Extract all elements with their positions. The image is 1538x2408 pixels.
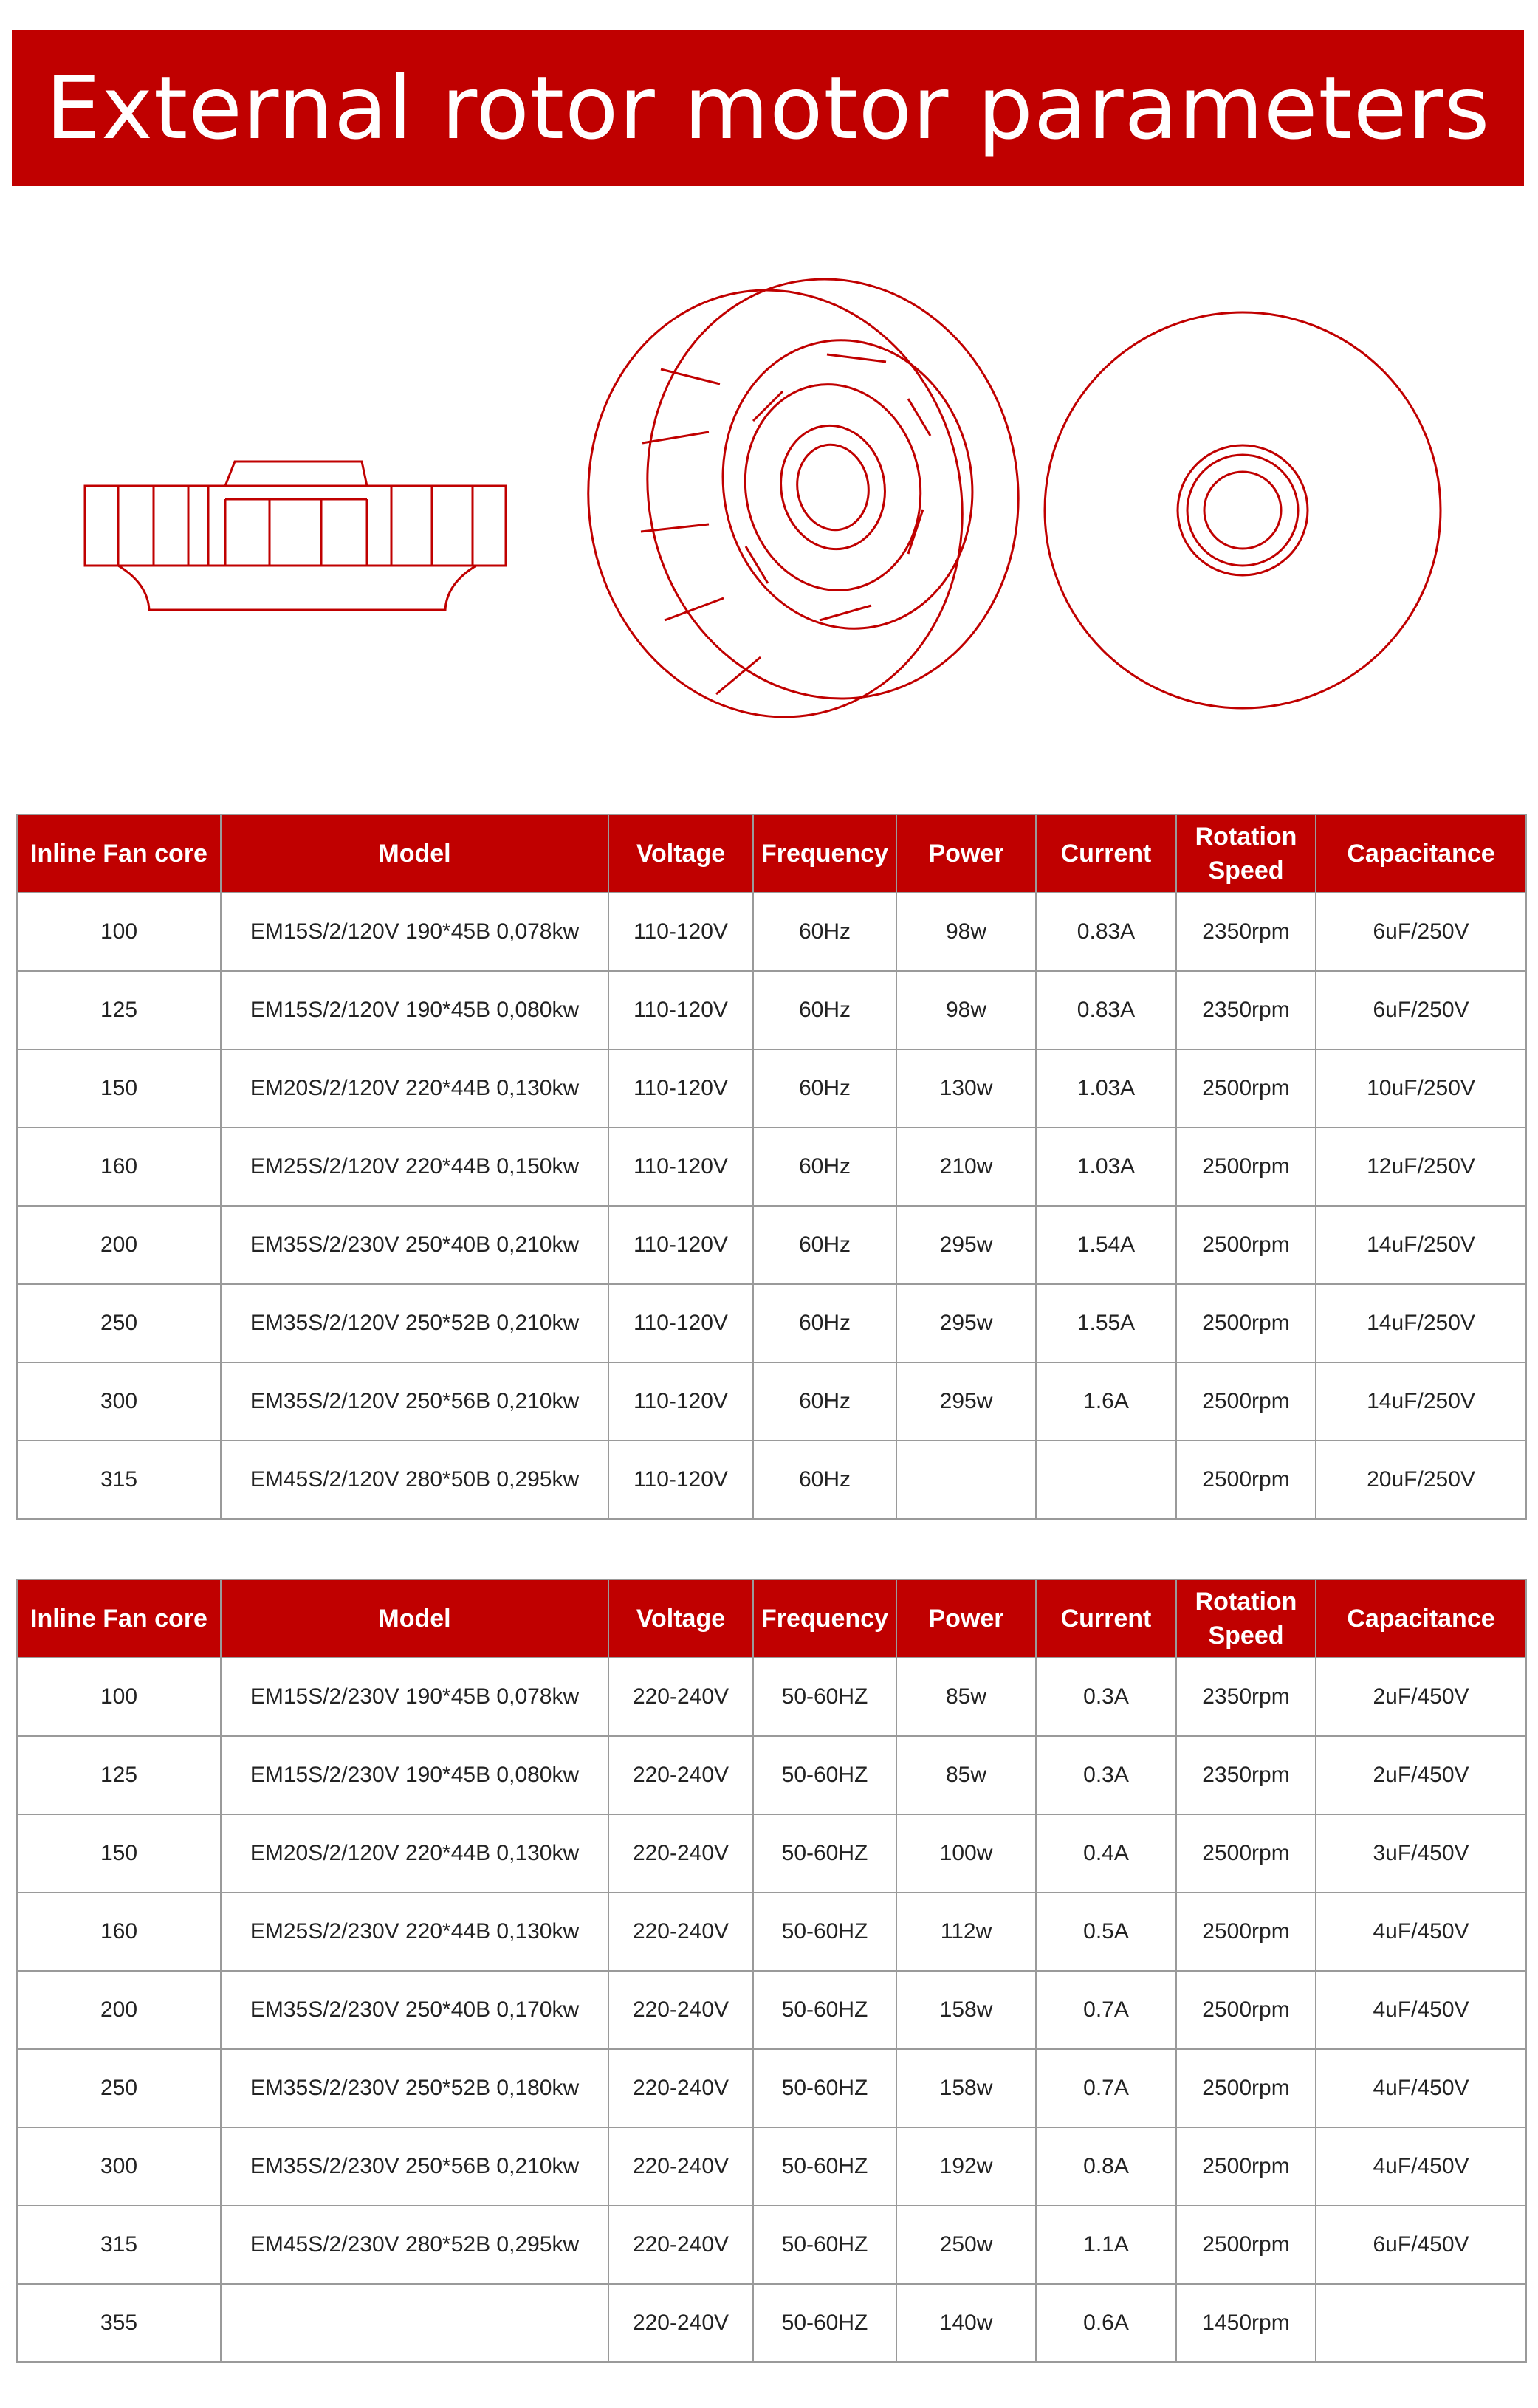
cell-capacitance: 4uF/450V	[1316, 1893, 1526, 1971]
cell-voltage: 220-240V	[608, 1971, 753, 2049]
cell-fan-core: 160	[17, 1128, 221, 1206]
cell-model: EM15S/2/120V 190*45B 0,078kw	[221, 893, 608, 971]
col-header-rotation-speed: Rotation Speed	[1176, 1579, 1316, 1658]
cell-capacitance: 4uF/450V	[1316, 2127, 1526, 2206]
cell-capacitance: 6uF/250V	[1316, 893, 1526, 971]
cell-capacitance: 20uF/250V	[1316, 1441, 1526, 1519]
cell-frequency: 50-60HZ	[753, 1658, 896, 1736]
cell-power: 98w	[896, 893, 1036, 971]
cell-model: EM15S/2/230V 190*45B 0,078kw	[221, 1658, 608, 1736]
cell-current	[1036, 1441, 1176, 1519]
cell-current: 0.3A	[1036, 1658, 1176, 1736]
cell-capacitance: 2uF/450V	[1316, 1658, 1526, 1736]
cell-frequency: 50-60HZ	[753, 2284, 896, 2362]
cell-frequency: 60Hz	[753, 1206, 896, 1284]
cell-voltage: 110-120V	[608, 1362, 753, 1441]
col-header-frequency: Frequency	[753, 1579, 896, 1658]
cell-frequency: 60Hz	[753, 1128, 896, 1206]
cell-capacitance: 2uF/450V	[1316, 1736, 1526, 1814]
table-row	[17, 1128, 1526, 1206]
cell-current: 0.8A	[1036, 2127, 1176, 2206]
cell-fan-core: 150	[17, 1049, 221, 1128]
cell-frequency: 60Hz	[753, 1284, 896, 1362]
cell-fan-core: 125	[17, 1736, 221, 1814]
cell-power: 295w	[896, 1362, 1036, 1441]
cell-current: 1.1A	[1036, 2206, 1176, 2284]
impeller-drawings	[0, 222, 1538, 753]
cell-frequency: 50-60HZ	[753, 1814, 896, 1893]
cell-power: 158w	[896, 1971, 1036, 2049]
table-row	[17, 1814, 1526, 1893]
cell-voltage: 220-240V	[608, 1736, 753, 1814]
cell-voltage: 110-120V	[608, 971, 753, 1049]
title-banner	[12, 30, 1524, 186]
cell-rotation-speed: 2500rpm	[1176, 1206, 1316, 1284]
cell-fan-core: 250	[17, 2049, 221, 2127]
col-header-capacitance: Capacitance	[1316, 1579, 1526, 1658]
cell-capacitance: 4uF/450V	[1316, 1971, 1526, 2049]
cell-model: EM35S/2/120V 250*52B 0,210kw	[221, 1284, 608, 1362]
cell-current: 0.3A	[1036, 1736, 1176, 1814]
table-row	[17, 2206, 1526, 2284]
cell-rotation-speed: 2500rpm	[1176, 1971, 1316, 2049]
cell-fan-core: 300	[17, 2127, 221, 2206]
cell-model: EM25S/2/230V 220*44B 0,130kw	[221, 1893, 608, 1971]
cell-fan-core: 100	[17, 893, 221, 971]
impeller-perspective-view	[555, 250, 1051, 747]
col-header-current: Current	[1036, 1579, 1176, 1658]
col-header-power: Power	[896, 814, 1036, 893]
cell-voltage: 110-120V	[608, 1049, 753, 1128]
impeller-front-view	[1045, 312, 1441, 708]
cell-fan-core: 100	[17, 1658, 221, 1736]
cell-rotation-speed: 2350rpm	[1176, 1658, 1316, 1736]
cell-fan-core: 250	[17, 1284, 221, 1362]
cell-rotation-speed: 2500rpm	[1176, 1893, 1316, 1971]
cell-power: 250w	[896, 2206, 1036, 2284]
cell-frequency: 60Hz	[753, 1362, 896, 1441]
table-row	[17, 893, 1526, 971]
cell-voltage: 220-240V	[608, 2206, 753, 2284]
cell-model: EM35S/2/230V 250*40B 0,170kw	[221, 1971, 608, 2049]
cell-power	[896, 1441, 1036, 1519]
cell-model	[221, 2284, 608, 2362]
cell-frequency: 50-60HZ	[753, 1736, 896, 1814]
cell-rotation-speed: 2500rpm	[1176, 2206, 1316, 2284]
cell-fan-core: 150	[17, 1814, 221, 1893]
cell-capacitance: 14uF/250V	[1316, 1284, 1526, 1362]
cell-fan-core: 200	[17, 1971, 221, 2049]
cell-current: 1.55A	[1036, 1284, 1176, 1362]
col-header-inline-fan-core: Inline Fan core	[17, 1579, 221, 1658]
cell-frequency: 50-60HZ	[753, 2206, 896, 2284]
cell-frequency: 50-60HZ	[753, 1971, 896, 2049]
cell-voltage: 220-240V	[608, 2284, 753, 2362]
cell-model: EM35S/2/230V 250*56B 0,210kw	[221, 2127, 608, 2206]
cell-voltage: 220-240V	[608, 2127, 753, 2206]
table-row	[17, 1893, 1526, 1971]
cell-rotation-speed: 2500rpm	[1176, 1814, 1316, 1893]
cell-current: 0.4A	[1036, 1814, 1176, 1893]
cell-rotation-speed: 2350rpm	[1176, 893, 1316, 971]
table-header-row	[17, 1579, 1526, 1658]
cell-current: 0.6A	[1036, 2284, 1176, 2362]
table-row	[17, 971, 1526, 1049]
cell-fan-core: 315	[17, 1441, 221, 1519]
col-header-voltage: Voltage	[608, 814, 753, 893]
cell-fan-core: 125	[17, 971, 221, 1049]
cell-rotation-speed: 2500rpm	[1176, 2049, 1316, 2127]
cell-rotation-speed: 2350rpm	[1176, 971, 1316, 1049]
col-header-power: Power	[896, 1579, 1036, 1658]
cell-voltage: 220-240V	[608, 1658, 753, 1736]
cell-current: 0.7A	[1036, 1971, 1176, 2049]
cell-power: 85w	[896, 1736, 1036, 1814]
cell-model: EM45S/2/120V 280*50B 0,295kw	[221, 1441, 608, 1519]
col-header-current: Current	[1036, 814, 1176, 893]
cell-capacitance: 12uF/250V	[1316, 1128, 1526, 1206]
cell-current: 1.03A	[1036, 1128, 1176, 1206]
table-row	[17, 1284, 1526, 1362]
cell-current: 1.6A	[1036, 1362, 1176, 1441]
cell-frequency: 60Hz	[753, 971, 896, 1049]
cell-capacitance: 10uF/250V	[1316, 1049, 1526, 1128]
cell-current: 1.54A	[1036, 1206, 1176, 1284]
cell-voltage: 220-240V	[608, 2049, 753, 2127]
cell-fan-core: 200	[17, 1206, 221, 1284]
cell-voltage: 110-120V	[608, 1441, 753, 1519]
col-header-model: Model	[221, 1579, 608, 1658]
cell-frequency: 50-60HZ	[753, 1893, 896, 1971]
cell-voltage: 220-240V	[608, 1814, 753, 1893]
col-header-voltage: Voltage	[608, 1579, 753, 1658]
cell-current: 0.83A	[1036, 893, 1176, 971]
cell-frequency: 60Hz	[753, 893, 896, 971]
cell-frequency: 50-60HZ	[753, 2127, 896, 2206]
cell-model: EM35S/2/230V 250*52B 0,180kw	[221, 2049, 608, 2127]
table-row	[17, 1736, 1526, 1814]
table-row	[17, 1206, 1526, 1284]
col-header-frequency: Frequency	[753, 814, 896, 893]
table-row	[17, 1049, 1526, 1128]
table-header-row	[17, 814, 1526, 893]
table-row	[17, 1362, 1526, 1441]
cell-model: EM15S/2/230V 190*45B 0,080kw	[221, 1736, 608, 1814]
table-row	[17, 1441, 1526, 1519]
cell-power: 192w	[896, 2127, 1036, 2206]
col-header-model: Model	[221, 814, 608, 893]
page-title: External rotor motor parameters	[45, 57, 1491, 159]
col-header-rotation-speed: Rotation Speed	[1176, 814, 1316, 893]
cell-power: 98w	[896, 971, 1036, 1049]
cell-model: EM25S/2/120V 220*44B 0,150kw	[221, 1128, 608, 1206]
col-header-capacitance: Capacitance	[1316, 814, 1526, 893]
cell-frequency: 60Hz	[753, 1441, 896, 1519]
cell-capacitance: 14uF/250V	[1316, 1362, 1526, 1441]
cell-fan-core: 355	[17, 2284, 221, 2362]
cell-power: 85w	[896, 1658, 1036, 1736]
table-row	[17, 1658, 1526, 1736]
cell-model: EM35S/2/230V 250*40B 0,210kw	[221, 1206, 608, 1284]
cell-voltage: 220-240V	[608, 1893, 753, 1971]
cell-power: 100w	[896, 1814, 1036, 1893]
cell-capacitance: 6uF/450V	[1316, 2206, 1526, 2284]
cell-power: 158w	[896, 2049, 1036, 2127]
cell-fan-core: 315	[17, 2206, 221, 2284]
spec-table-220v	[16, 1579, 1527, 2363]
cell-model: EM20S/2/120V 220*44B 0,130kw	[221, 1814, 608, 1893]
cell-capacitance: 6uF/250V	[1316, 971, 1526, 1049]
table-row	[17, 2284, 1526, 2362]
cell-model: EM35S/2/120V 250*56B 0,210kw	[221, 1362, 608, 1441]
cell-rotation-speed: 2350rpm	[1176, 1736, 1316, 1814]
cell-capacitance: 3uF/450V	[1316, 1814, 1526, 1893]
cell-voltage: 110-120V	[608, 1128, 753, 1206]
cell-model: EM45S/2/230V 280*52B 0,295kw	[221, 2206, 608, 2284]
cell-fan-core: 160	[17, 1893, 221, 1971]
cell-rotation-speed: 2500rpm	[1176, 2127, 1316, 2206]
cell-current: 0.5A	[1036, 1893, 1176, 1971]
cell-frequency: 60Hz	[753, 1049, 896, 1128]
cell-model: EM20S/2/120V 220*44B 0,130kw	[221, 1049, 608, 1128]
impeller-side-view	[85, 462, 506, 610]
cell-power: 140w	[896, 2284, 1036, 2362]
cell-power: 130w	[896, 1049, 1036, 1128]
cell-rotation-speed: 2500rpm	[1176, 1128, 1316, 1206]
table-row	[17, 2049, 1526, 2127]
table-row	[17, 1971, 1526, 2049]
cell-voltage: 110-120V	[608, 1206, 753, 1284]
cell-power: 295w	[896, 1284, 1036, 1362]
cell-power: 112w	[896, 1893, 1036, 1971]
cell-capacitance: 14uF/250V	[1316, 1206, 1526, 1284]
cell-current: 0.7A	[1036, 2049, 1176, 2127]
col-header-inline-fan-core: Inline Fan core	[17, 814, 221, 893]
cell-current: 1.03A	[1036, 1049, 1176, 1128]
cell-model: EM15S/2/120V 190*45B 0,080kw	[221, 971, 608, 1049]
cell-power: 295w	[896, 1206, 1036, 1284]
cell-fan-core: 300	[17, 1362, 221, 1441]
cell-voltage: 110-120V	[608, 893, 753, 971]
cell-rotation-speed: 2500rpm	[1176, 1284, 1316, 1362]
spec-table-110v	[16, 814, 1527, 1520]
cell-rotation-speed: 2500rpm	[1176, 1049, 1316, 1128]
cell-current: 0.83A	[1036, 971, 1176, 1049]
cell-voltage: 110-120V	[608, 1284, 753, 1362]
cell-capacitance: 4uF/450V	[1316, 2049, 1526, 2127]
cell-rotation-speed: 1450rpm	[1176, 2284, 1316, 2362]
table-row	[17, 2127, 1526, 2206]
cell-frequency: 50-60HZ	[753, 2049, 896, 2127]
cell-rotation-speed: 2500rpm	[1176, 1441, 1316, 1519]
cell-rotation-speed: 2500rpm	[1176, 1362, 1316, 1441]
cell-power: 210w	[896, 1128, 1036, 1206]
cell-capacitance	[1316, 2284, 1526, 2362]
